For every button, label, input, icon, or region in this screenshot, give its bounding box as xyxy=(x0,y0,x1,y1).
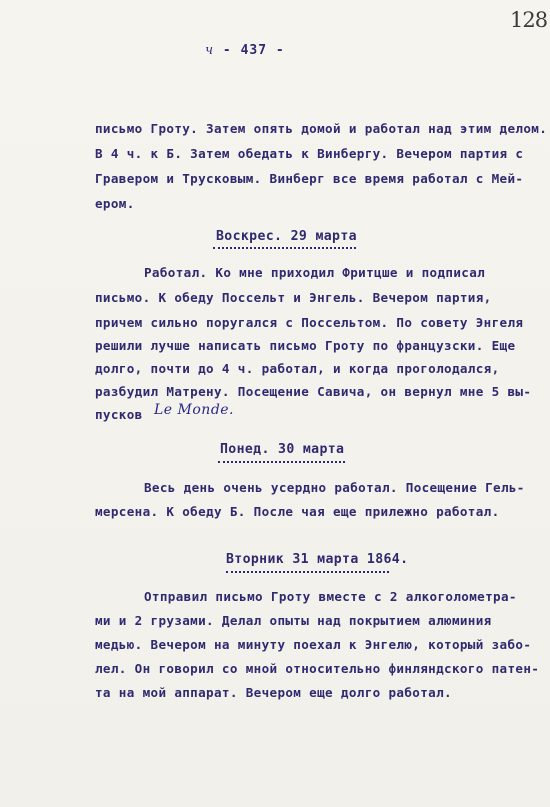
text-line: разбудил Матрену. Посещение Савича, он вернул мне 5 вы- xyxy=(95,384,532,399)
text-line: письмо. К обеду Поссельт и Энгель. Вечером партия, xyxy=(95,290,492,305)
text-line: та на мой аппарат. Вечером еще долго работал. xyxy=(95,685,452,700)
text-line: долго, почти до 4 ч. работал, и когда проголодался, xyxy=(95,361,500,376)
text-line: Гравером и Трусковым. Винберг все время работал с Мей- xyxy=(95,171,524,186)
text-line: ми и 2 грузами. Делал опыты над покрытием алюминия xyxy=(95,613,492,628)
text-line: Отправил письмо Гроту вместе с 2 алкоголометра- xyxy=(144,589,517,604)
text-line: В 4 ч. к Б. Затем обедать к Винбергу. Вечером партия с xyxy=(95,146,524,161)
text-line: Работал. Ко мне приходил Фритцше и подписал xyxy=(144,265,486,280)
text-line: мерсена. К обеду Б. После чая еще прилежно работал. xyxy=(95,504,500,519)
section-heading: Воскрес. 29 марта xyxy=(216,229,357,244)
section-heading: Вторник 31 марта 1864. xyxy=(226,552,409,567)
text-line: пусков xyxy=(95,407,143,422)
text-line: Весь день очень усердно работал. Посещение Гель- xyxy=(144,480,525,495)
handwritten-insertion: Le Monde. xyxy=(154,402,235,418)
page-number xyxy=(205,43,285,58)
heading-underline xyxy=(218,461,345,463)
text-line: причем сильно поругался с Поссельтом. По совету Энгеля xyxy=(95,315,524,330)
heading-underline xyxy=(226,571,389,573)
text-line: лел. Он говорил со мной относительно финляндского патен- xyxy=(95,661,540,676)
page-mark: ч xyxy=(205,43,215,58)
folio-number: 128 xyxy=(510,8,548,32)
text-line: письмо Гроту. Затем опять домой и работал над этим делом. xyxy=(95,121,548,136)
text-line: ером. xyxy=(95,196,135,211)
page-number-text: - 437 - xyxy=(222,43,285,58)
heading-underline xyxy=(213,247,356,249)
section-heading: Понед. 30 марта xyxy=(220,442,345,457)
text-line: решили лучше написать письмо Гроту по французски. Еще xyxy=(95,338,516,353)
text-line: медью. Вечером на минуту поехал к Энгелю, который забо- xyxy=(95,637,532,652)
